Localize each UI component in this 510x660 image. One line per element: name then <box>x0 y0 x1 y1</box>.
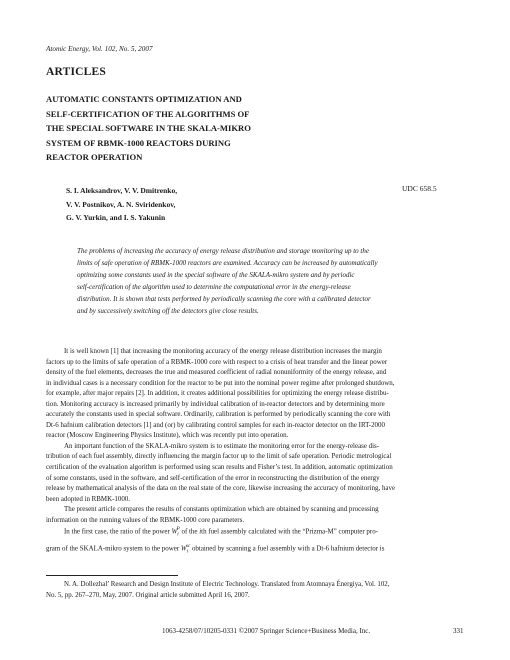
body-line: release by mathematical analysis of the data on the real state of the core, likewise increasing the accuracy of monitoring, have <box>46 484 396 493</box>
text-run: obtained by scanning a fuel assembly with a Dt-6 hafnium detector is <box>190 543 385 552</box>
abstract-line: optimizing some constants used in the special software of the SKALA-mikro system and by periodic <box>77 271 355 279</box>
title-line: REACTOR OPERATION <box>46 152 143 163</box>
math-superscript: P <box>176 527 180 533</box>
body-line: certification of the evaluation algorithm is performed using scan results and Fisher’s test. In addition, automatic optimization <box>46 463 393 472</box>
text-run: In the first case, the ratio of the power <box>64 527 172 536</box>
text-run: th fuel assembly calculated with the “Prizma-M” computer pro- <box>201 527 378 536</box>
footnote-line: N. A. Dollezhal’ Research and Design Institute of Electric Technology. Translated from Atomnaya Énergiya, Vol. 102, <box>64 581 390 588</box>
math-subscript: i <box>177 533 179 538</box>
math-symbol: W <box>171 527 178 536</box>
body-line: It is well known [1] that increasing the monitoring accuracy of the energy release distribution increases the margin <box>64 347 382 355</box>
body-line: in individual cases is a necessary condition for the reactor to be put into the nominal power regime after prolonged shutdown, <box>46 378 395 387</box>
math-symbol: W <box>180 543 187 552</box>
authors-line: S. I. Aleksandrov, V. V. Dmitrenko, <box>66 186 178 195</box>
authors-line: V. V. Postnikov, A. N. Sviridenkov, <box>66 199 176 209</box>
footnote-line: No. 5, pp. 267–270, May, 2007. Original article submitted April 16, 2007. <box>46 591 250 599</box>
abstract-line: limits of safe operation of RBMK-1000 reactors are examined. Accuracy can be increased by automatically <box>77 259 378 267</box>
body-line-with-formula <box>46 525 464 541</box>
abstract-line: distribution. It is shown that tests performed by periodically scanning the core with a calibrated detector <box>77 295 371 303</box>
authors-line: G. V. Yurkin, and I. S. Yakunin <box>66 213 166 223</box>
footnote-rule <box>46 575 178 576</box>
copyright-line: 1063-4258/07/10205-0331 ©2007 Springer Science+Business Media, Inc. <box>162 627 371 635</box>
footnote <box>46 580 464 601</box>
title-line: SYSTEM OF RBMK-1000 REACTORS DURING <box>46 137 231 148</box>
title-line: AUTOMATIC CONSTANTS OPTIMIZATION AND <box>46 94 242 104</box>
journal-header: Atomic Energy, Vol. 102, No. 5, 2007 <box>46 45 153 53</box>
body-line: factors up to the limits of safe operation of a RBMK-1000 core with respect to a crisis of heat transfer and the linear power <box>46 357 388 366</box>
body-line: information on the running values of the RBMK-1000 core parameters. <box>46 515 245 524</box>
body-line: density of the fuel elements, decreases the true and measured coefficient of radial nonuniformity of the energy release, and <box>46 368 387 377</box>
body-line: reactor (Moscow Engineering Physics Institute), which was recently put into operation. <box>46 431 289 440</box>
text-run: gram of the SKALA-mikro system to the power <box>46 543 181 552</box>
body-line: The present article compares the results of constants optimization which are obtained by scanning and processing <box>64 505 379 514</box>
article-title <box>46 92 376 165</box>
body-line: of some constants, used in the software, and self-certification of the error in reconstructing the distribution of the energy <box>46 473 380 482</box>
abstract-line: self-certification of the algorithm used to determine the computational error in the energy-release <box>77 283 351 291</box>
body-text <box>46 346 464 558</box>
section-heading: ARTICLES <box>46 66 106 78</box>
math-superscript: sc <box>186 543 191 549</box>
abstract-line: The problems of increasing the accuracy of energy release distribution and storage monitoring up to the <box>77 247 369 255</box>
math-subscript: i <box>186 549 189 555</box>
authors-block <box>66 184 177 225</box>
body-line: tion. Monitoring accuracy is increased primarily by individual calibration of in-reactor detectors and by determining more <box>46 399 385 408</box>
page-number: 331 <box>453 627 464 635</box>
abstract <box>77 245 433 317</box>
body-line: accurately the constants used in special software. Ordinarily, calibration is performed by periodically scanning the core with <box>46 410 391 419</box>
title-line: SELF-CERTIFICATION OF THE ALGORITHMS OF <box>46 108 250 119</box>
math-index: i <box>199 527 202 536</box>
body-line: An important function of the SKALA-mikro system is to estimate the monitoring error for the energy-release dis- <box>64 441 380 450</box>
text-run: of the <box>179 527 200 536</box>
body-line: been adopted in RBMK-1000. <box>46 494 131 503</box>
title-line: THE SPECIAL SOFTWARE IN THE SKALA-MIKRO <box>46 123 251 134</box>
body-line: for example, after major repairs [2]. In addition, it creates additional possibilities for optimizing the energy release distribu- <box>46 389 389 398</box>
body-line-with-formula <box>46 542 464 558</box>
body-line: Dt-6 hafnium calibration detectors [1] and (or) by calibrating control samples for each in-reactor detector on the IRT-2000 <box>46 420 385 429</box>
abstract-line: and by successively switching off the detectors give close results. <box>77 307 259 315</box>
udc-code: UDC 658.5 <box>402 184 437 193</box>
body-line: tribution of each fuel assembly, directly influencing the margin factor up to the limit of safe operation. Periodic metrological <box>46 452 392 461</box>
